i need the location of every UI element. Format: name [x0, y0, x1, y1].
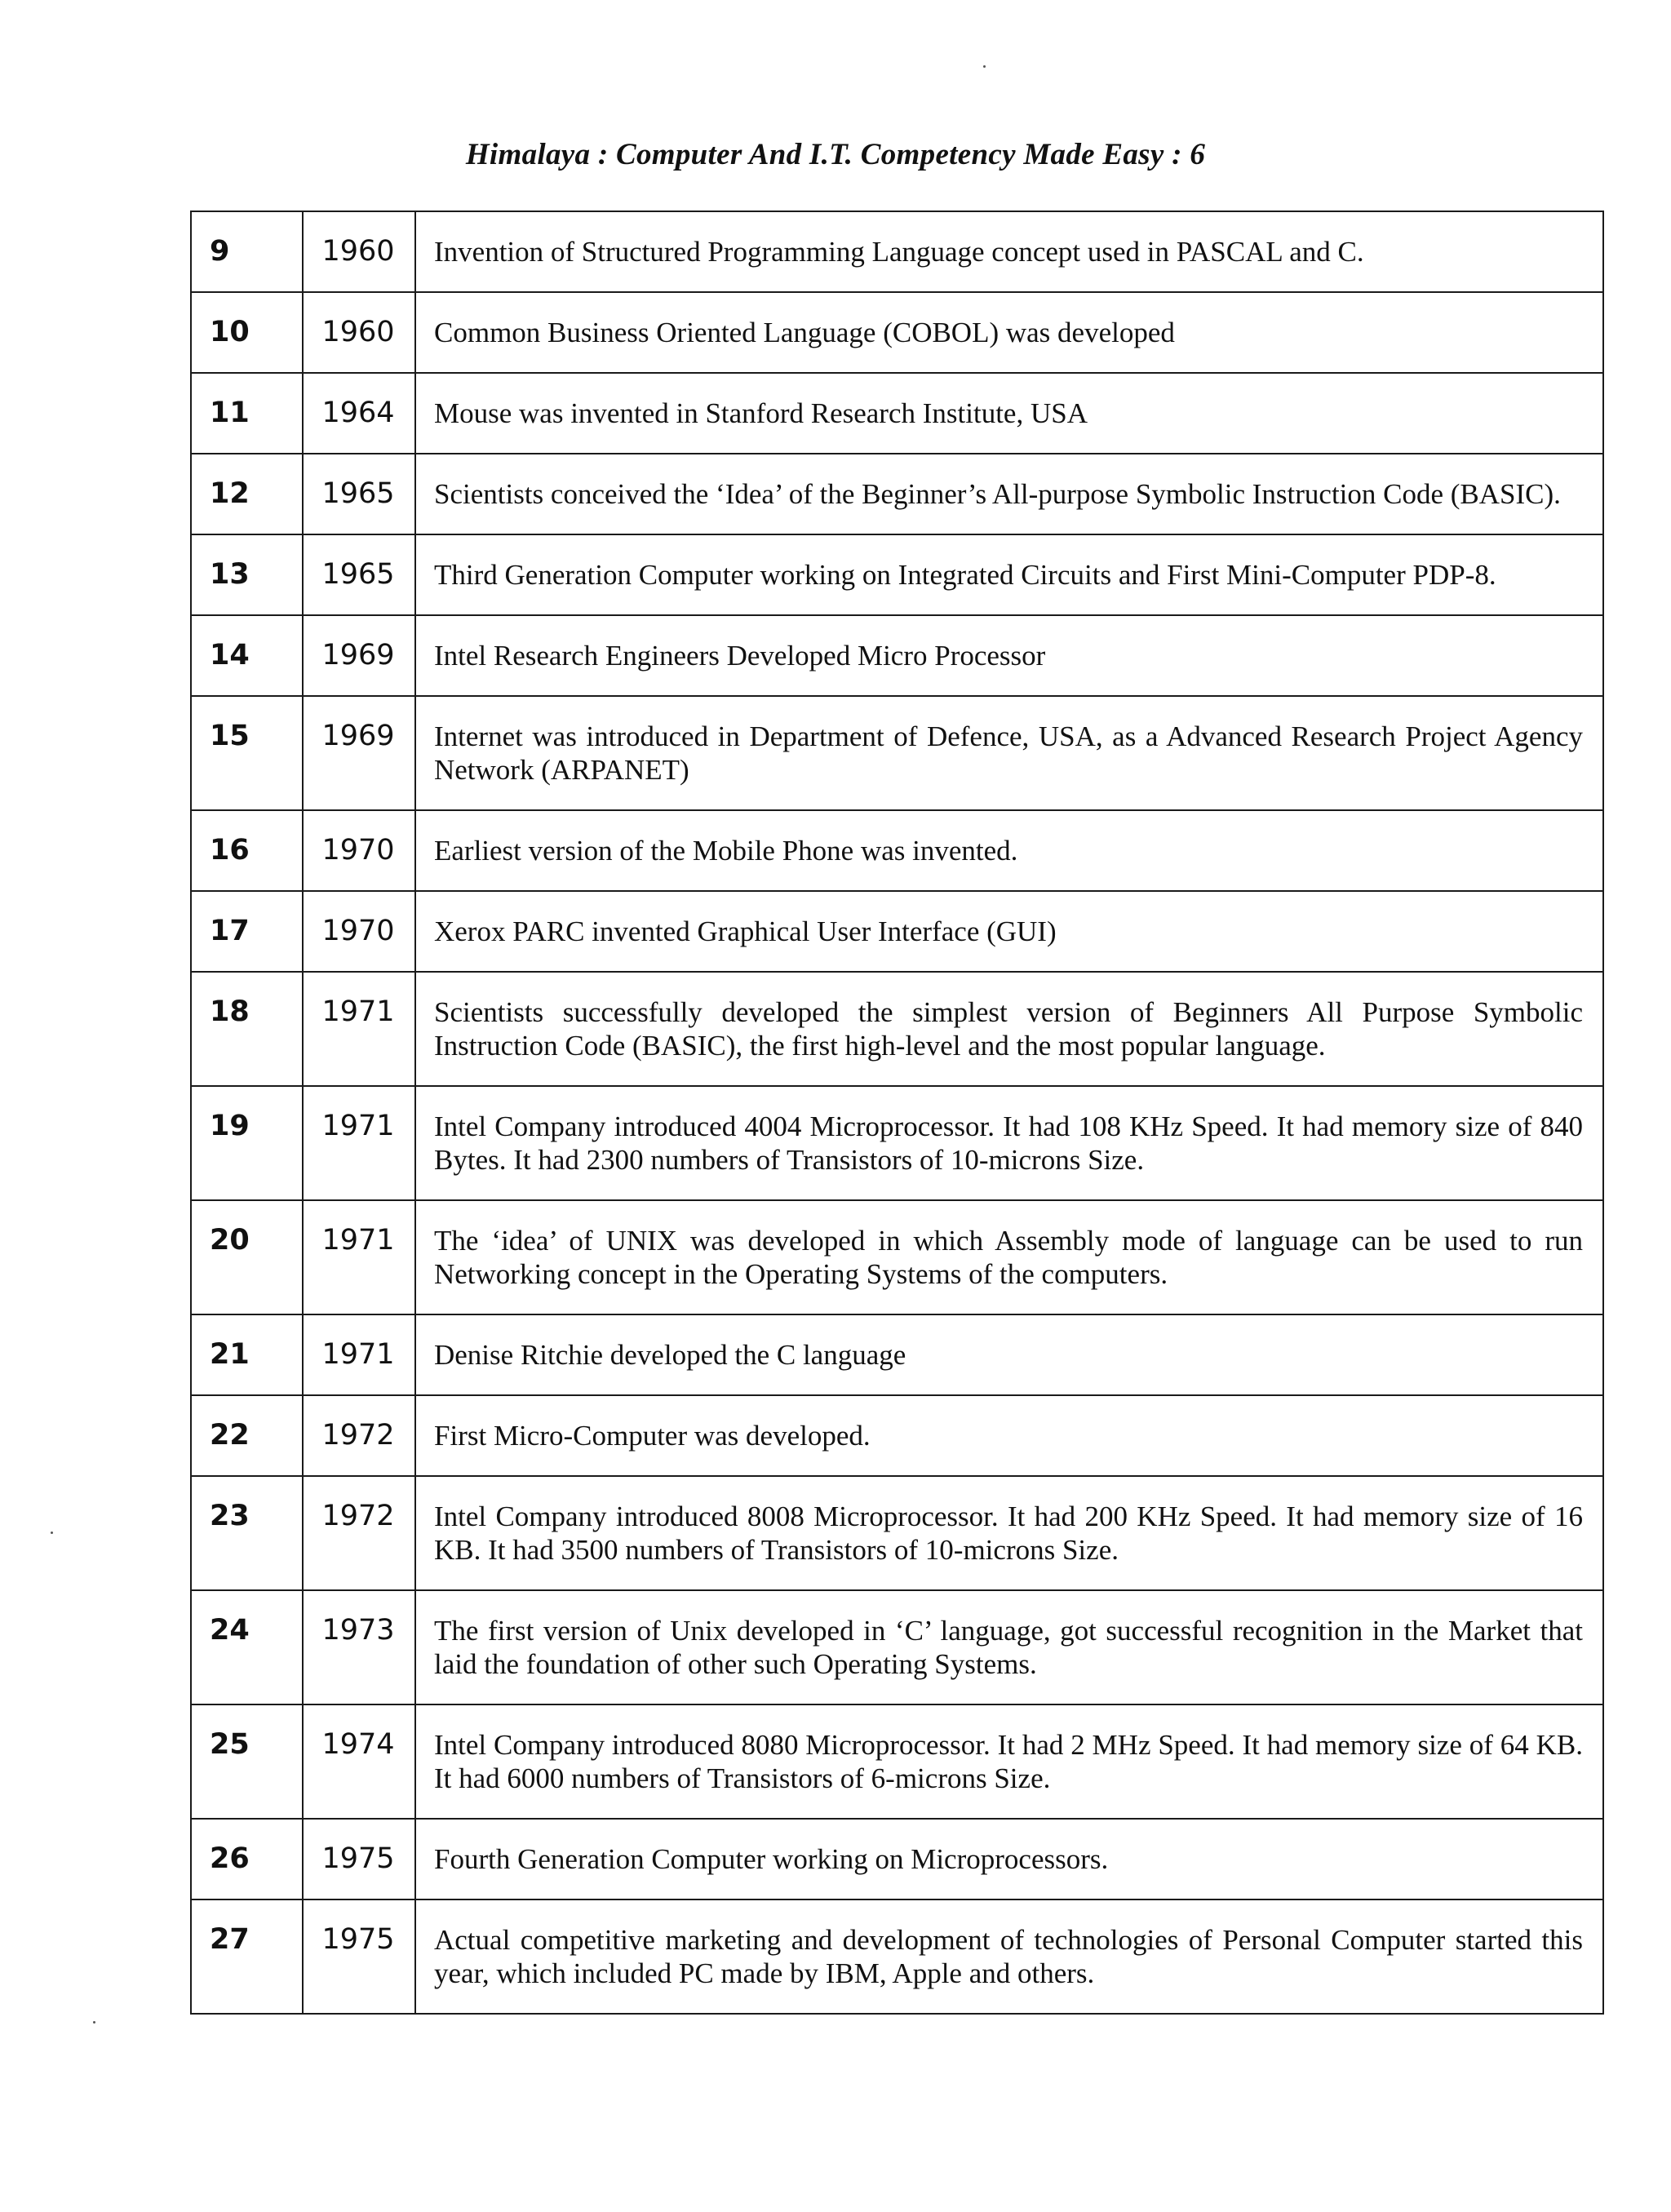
row-number-cell: 25	[191, 1704, 303, 1819]
row-number-cell: 12	[191, 454, 303, 534]
event-description-cell: Earliest version of the Mobile Phone was invented.	[415, 810, 1603, 891]
scan-speck	[93, 2021, 95, 2024]
year-cell: 1971	[303, 1314, 415, 1395]
table-row	[191, 1086, 1603, 1200]
table-row	[191, 810, 1603, 891]
page-header: Himalaya : Computer And I.T. Competency Made Easy : 6	[465, 138, 1206, 171]
year-cell: 1960	[303, 292, 415, 373]
year-cell: 1965	[303, 454, 415, 534]
scan-speck	[51, 1532, 53, 1534]
table-row	[191, 1476, 1603, 1590]
event-description-cell: Internet was introduced in Department of Defence, USA, as a Advanced Research Project Agency Network (ARPANET)	[415, 696, 1603, 810]
table-row	[191, 696, 1603, 810]
scan-speck	[983, 65, 986, 68]
row-number-cell: 9	[191, 211, 303, 292]
row-number-cell: 22	[191, 1395, 303, 1476]
event-description-cell: Intel Research Engineers Developed Micro Processor	[415, 615, 1603, 696]
table-row	[191, 1314, 1603, 1395]
table-row	[191, 972, 1603, 1086]
event-description-cell: Intel Company introduced 8008 Microprocessor. It had 200 KHz Speed. It had memory size of 16 KB. It had 3500 numbers of Transistors of 10-microns Size.	[415, 1476, 1603, 1590]
table-row	[191, 1590, 1603, 1704]
year-cell: 1971	[303, 1200, 415, 1314]
year-cell: 1971	[303, 1086, 415, 1200]
year-cell: 1970	[303, 810, 415, 891]
event-description-cell: Scientists conceived the ‘Idea’ of the Beginner’s All-purpose Symbolic Instruction Code (BASIC).	[415, 454, 1603, 534]
table-row	[191, 615, 1603, 696]
row-number-cell: 18	[191, 972, 303, 1086]
year-cell: 1970	[303, 891, 415, 972]
event-description-cell: Mouse was invented in Stanford Research Institute, USA	[415, 373, 1603, 454]
event-description-cell: The ‘idea’ of UNIX was developed in which Assembly mode of language can be used to run Networking concept in the Operating Systems of the computers.	[415, 1200, 1603, 1314]
table-row	[191, 1395, 1603, 1476]
event-description-cell: Common Business Oriented Language (COBOL) was developed	[415, 292, 1603, 373]
year-cell: 1971	[303, 972, 415, 1086]
table-row	[191, 534, 1603, 615]
row-number-cell: 13	[191, 534, 303, 615]
row-number-cell: 19	[191, 1086, 303, 1200]
table-row	[191, 1819, 1603, 1899]
year-cell: 1973	[303, 1590, 415, 1704]
event-description-cell: Xerox PARC invented Graphical User Interface (GUI)	[415, 891, 1603, 972]
event-description-cell: Denise Ritchie developed the C language	[415, 1314, 1603, 1395]
row-number-cell: 21	[191, 1314, 303, 1395]
row-number-cell: 23	[191, 1476, 303, 1590]
year-cell: 1964	[303, 373, 415, 454]
year-cell: 1972	[303, 1476, 415, 1590]
event-description-cell: First Micro-Computer was developed.	[415, 1395, 1603, 1476]
row-number-cell: 16	[191, 810, 303, 891]
table-row	[191, 891, 1603, 972]
table-row	[191, 454, 1603, 534]
event-description-cell: Fourth Generation Computer working on Microprocessors.	[415, 1819, 1603, 1899]
table-row	[191, 1899, 1603, 2014]
year-cell: 1969	[303, 615, 415, 696]
event-description-cell: Intel Company introduced 4004 Microprocessor. It had 108 KHz Speed. It had memory size of 840 Bytes. It had 2300 numbers of Transistors of 10-microns Size.	[415, 1086, 1603, 1200]
event-description-cell: Third Generation Computer working on Integrated Circuits and First Mini-Computer PDP-8.	[415, 534, 1603, 615]
timeline-body	[191, 211, 1603, 2014]
year-cell: 1960	[303, 211, 415, 292]
event-description-cell: Scientists successfully developed the simplest version of Beginners All Purpose Symbolic Instruction Code (BASIC), the first high-level and the most popular language.	[415, 972, 1603, 1086]
event-description-cell: Actual competitive marketing and development of technologies of Personal Computer started this year, which included PC made by IBM, Apple and others.	[415, 1899, 1603, 2014]
timeline-table	[190, 211, 1604, 2015]
row-number-cell: 26	[191, 1819, 303, 1899]
table-row	[191, 211, 1603, 292]
row-number-cell: 11	[191, 373, 303, 454]
row-number-cell: 14	[191, 615, 303, 696]
row-number-cell: 15	[191, 696, 303, 810]
table-row	[191, 1200, 1603, 1314]
year-cell: 1974	[303, 1704, 415, 1819]
table-row	[191, 373, 1603, 454]
event-description-cell: Invention of Structured Programming Language concept used in PASCAL and C.	[415, 211, 1603, 292]
event-description-cell: The first version of Unix developed in ‘C’ language, got successful recognition in the Market that laid the foundation of other such Operating Systems.	[415, 1590, 1603, 1704]
row-number-cell: 17	[191, 891, 303, 972]
year-cell: 1975	[303, 1899, 415, 2014]
year-cell: 1972	[303, 1395, 415, 1476]
year-cell: 1965	[303, 534, 415, 615]
year-cell: 1975	[303, 1819, 415, 1899]
table-row	[191, 1704, 1603, 1819]
row-number-cell: 10	[191, 292, 303, 373]
year-cell: 1969	[303, 696, 415, 810]
row-number-cell: 27	[191, 1899, 303, 2014]
event-description-cell: Intel Company introduced 8080 Microprocessor. It had 2 MHz Speed. It had memory size of 64 KB. It had 6000 numbers of Transistors of 6-microns Size.	[415, 1704, 1603, 1819]
table-row	[191, 292, 1603, 373]
row-number-cell: 20	[191, 1200, 303, 1314]
row-number-cell: 24	[191, 1590, 303, 1704]
